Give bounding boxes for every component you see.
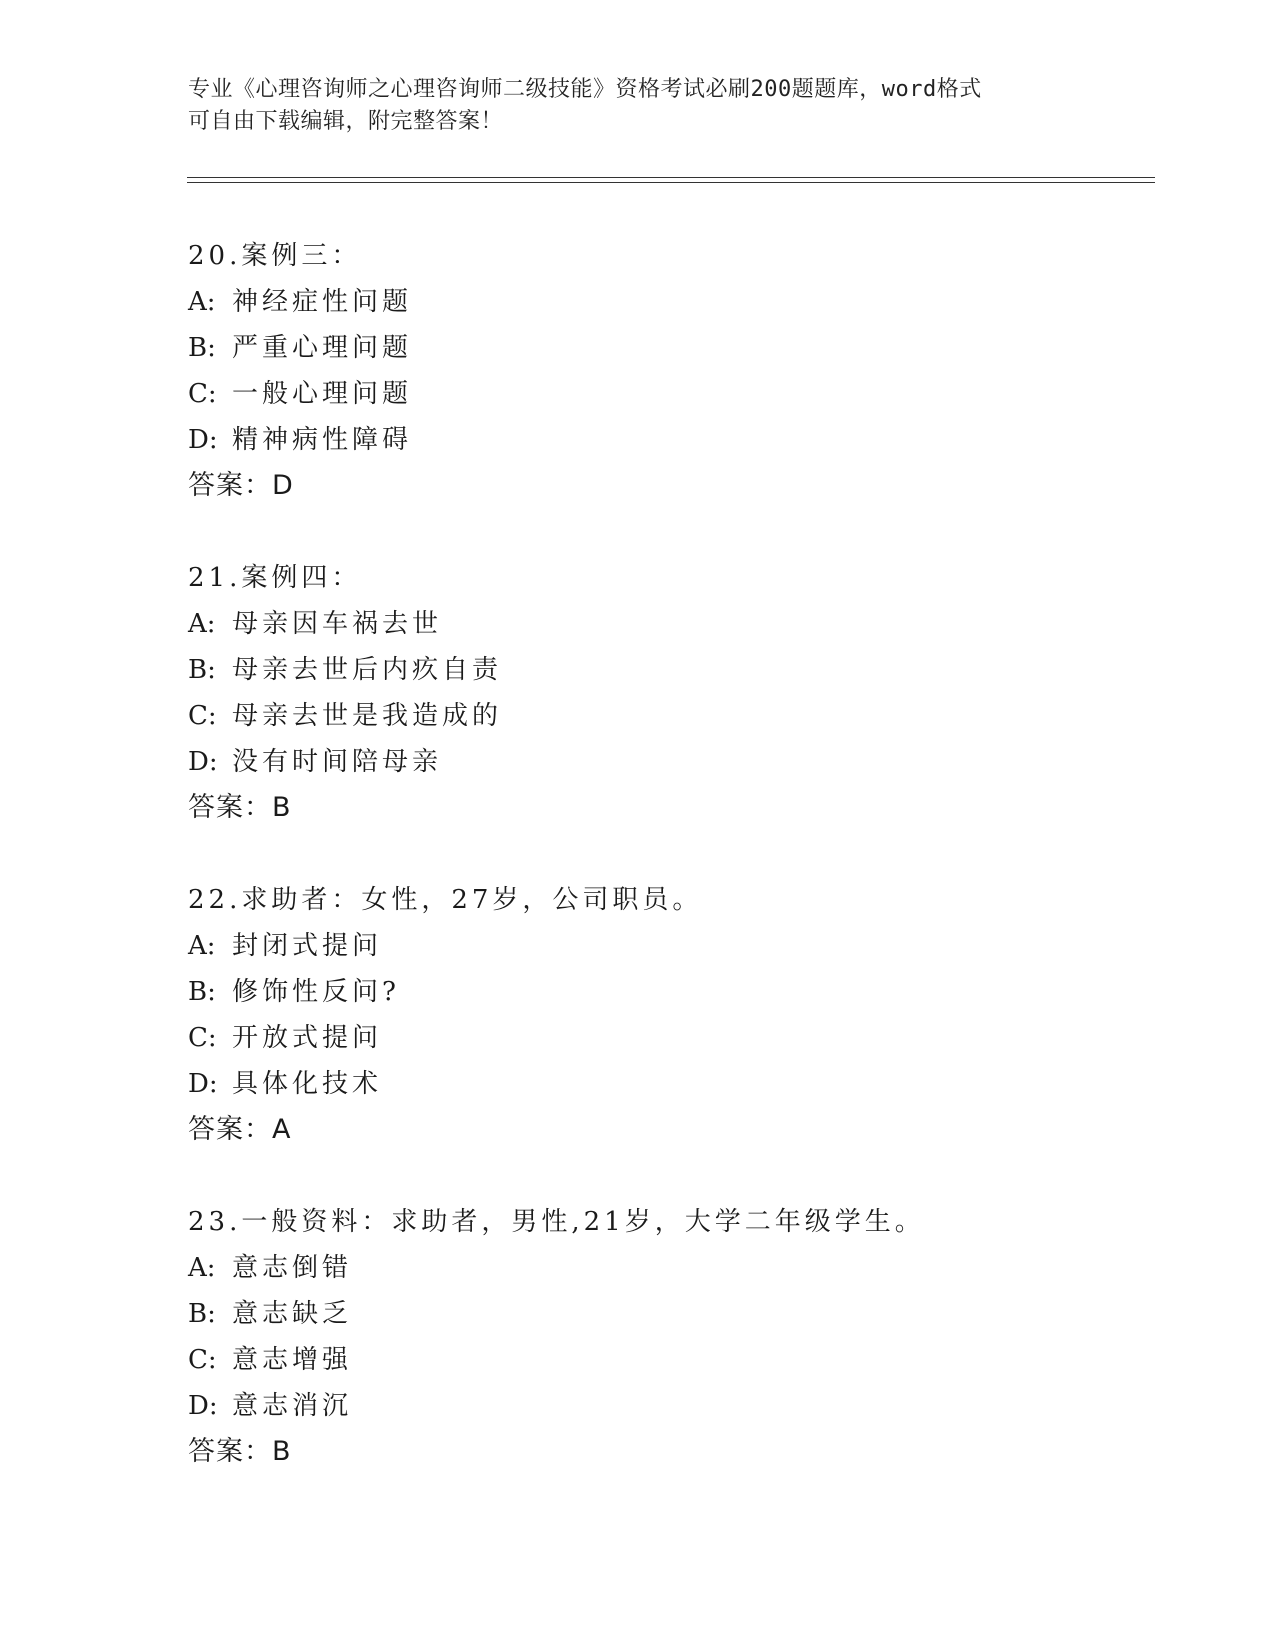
option-d [188,1383,1148,1429]
option-letter: B: [188,333,216,363]
option-c [188,1015,1148,1061]
option-letter: B: [188,977,216,1007]
option-text: 严重心理问题 [232,333,413,363]
option-c [188,693,1148,739]
option-text: 母亲去世后内疚自责 [232,655,503,685]
option-b [188,1291,1148,1337]
option-letter: C: [188,701,217,731]
option-letter: D: [188,1069,218,1099]
question-stem: 23.一般资料：求助者，男性,21岁，大学二年级学生。 [188,1207,925,1237]
option-letter: C: [188,379,217,409]
question-23 [188,1199,1148,1475]
option-c [188,371,1148,417]
option-text: 没有时间陪母亲 [232,747,443,777]
answer-line: 答案：B [188,792,292,823]
header-double-rule [187,177,1155,183]
question-stem: 21.案例四： [188,563,362,593]
question-list [188,233,1148,1521]
answer-line: 答案：B [188,1436,292,1467]
option-text: 修饰性反问? [232,977,400,1007]
option-a [188,279,1148,325]
header-title-line-2: 可自由下载编辑，附完整答案！ [188,109,504,134]
option-letter: B: [188,1299,216,1329]
option-text: 精神病性障碍 [232,425,413,455]
option-letter: C: [188,1023,217,1053]
option-a [188,601,1148,647]
option-text: 封闭式提问 [232,931,383,961]
option-b [188,647,1148,693]
header-title-line-1: 专业《心理咨询师之心理咨询师二级技能》资格考试必刷200题题库，word格式 [188,77,982,102]
question-20 [188,233,1148,509]
option-text: 意志倒错 [232,1253,353,1283]
answer-line: 答案：D [188,470,294,501]
option-text: 母亲因车祸去世 [232,609,443,639]
option-letter: A: [188,287,216,317]
document-header [188,74,1088,138]
option-letter: B: [188,655,216,685]
question-stem: 22.求助者：女性，27岁，公司职员。 [188,885,703,915]
option-letter: D: [188,425,218,455]
question-21 [188,555,1148,831]
option-letter: A: [188,1253,216,1283]
option-text: 意志缺乏 [232,1299,353,1329]
option-text: 意志消沉 [232,1391,353,1421]
option-letter: C: [188,1345,217,1375]
option-a [188,1245,1148,1291]
option-a [188,923,1148,969]
option-d [188,417,1148,463]
option-b [188,325,1148,371]
option-text: 开放式提问 [232,1023,383,1053]
option-text: 意志增强 [232,1345,353,1375]
option-c [188,1337,1148,1383]
question-stem: 20.案例三： [188,241,362,271]
option-letter: D: [188,747,218,777]
option-b [188,969,1148,1015]
option-letter: D: [188,1391,218,1421]
answer-line: 答案：A [188,1114,292,1145]
option-text: 母亲去世是我造成的 [232,701,503,731]
option-text: 具体化技术 [232,1069,383,1099]
question-22 [188,877,1148,1153]
option-letter: A: [188,931,216,961]
option-text: 一般心理问题 [232,379,413,409]
option-text: 神经症性问题 [232,287,413,317]
option-d [188,739,1148,785]
option-d [188,1061,1148,1107]
option-letter: A: [188,609,216,639]
